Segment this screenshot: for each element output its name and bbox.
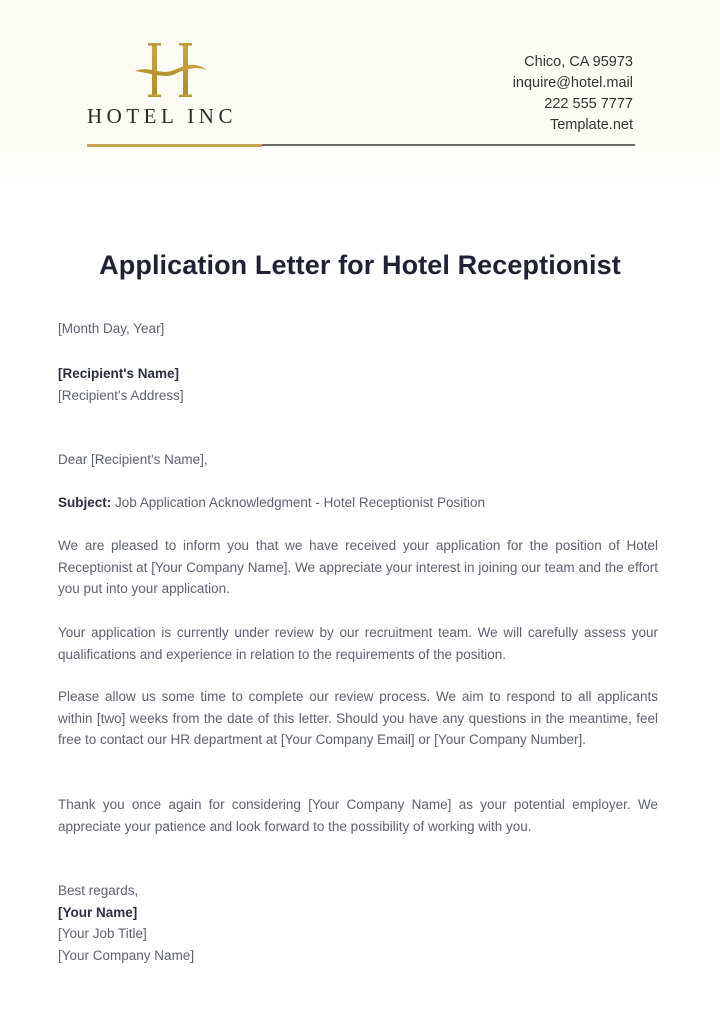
hotel-h-monogram-icon (130, 40, 210, 100)
closing: Best regards, (58, 883, 139, 898)
signature-block (58, 880, 658, 966)
signer-job-title: [Your Job Title] (58, 926, 147, 941)
contact-website[interactable]: Template.net (549, 117, 633, 133)
paragraph-text: We are pleased to inform you that we have received your application for the position of Hotel Receptionist at [Your Company Name]. We appreciate your interest in joining our team and the effort you put into your application. (58, 538, 658, 596)
paragraph-2 (58, 622, 658, 665)
header-divider-accent (87, 144, 262, 147)
paragraph-4 (58, 794, 658, 837)
salutation-text: Dear [Recipient's Name], (58, 452, 208, 467)
paragraph-text: Your application is currently under review by our recruitment team. We will carefully assess your qualifications and experience in relation to the requirements of the position. (58, 625, 658, 662)
header-divider (87, 144, 635, 146)
paragraph-text: Thank you once again for considering [Your Company Name] as your potential employer. We appreciate your patience and look forward to the possibility of working with you. (58, 797, 658, 834)
subject-line (58, 492, 658, 514)
signer-name: [Your Name] (58, 904, 138, 920)
letterhead (0, 0, 720, 190)
date-text: [Month Day, Year] (58, 321, 165, 336)
letter-date (58, 318, 658, 340)
signer-company: [Your Company Name] (58, 947, 195, 963)
paragraph-text: Please allow us some time to complete our review process. We aim to respond to all applicants within [two] weeks from the date of this letter. Should you have any questions in the meantime, feel free to contact our HR department at [Your Company Email] or [Your Company Number]. (58, 689, 658, 747)
subject-label: Subject: (58, 495, 112, 510)
subject-text: Job Application Acknowledgment - Hotel Receptionist Position (111, 495, 485, 510)
recipient-name: [Recipient's Name] (58, 366, 179, 381)
paragraph-3 (58, 686, 658, 751)
recipient-address: [Recipient's Address] (58, 387, 184, 403)
document-title: Application Letter for Hotel Receptionist (99, 250, 621, 280)
contact-phone: 222 555 7777 (544, 96, 633, 112)
contact-address: Chico, CA 95973 (524, 54, 633, 70)
paragraph-1 (58, 535, 658, 600)
contact-block (513, 52, 633, 136)
salutation (58, 449, 658, 471)
recipient-block (58, 363, 658, 406)
brand-name: HOTEL INC (87, 104, 237, 128)
contact-email[interactable]: inquire@hotel.mail (512, 75, 633, 91)
